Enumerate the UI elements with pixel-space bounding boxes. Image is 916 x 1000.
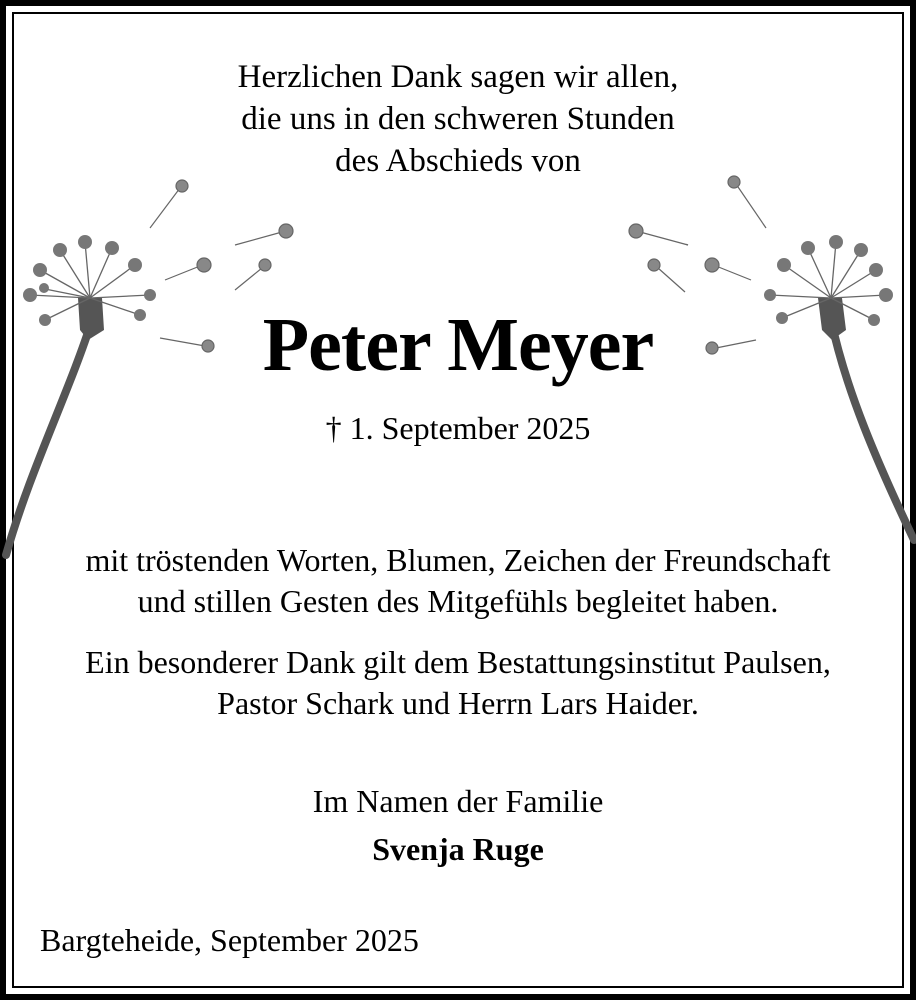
family-line: Im Namen der Familie	[312, 783, 604, 819]
deceased-name: Peter Meyer	[262, 303, 654, 387]
signer-name: Svenja Ruge	[372, 831, 544, 867]
intro-line-2: die uns in den schweren Stunden	[241, 101, 675, 137]
dandelion-seed-icon	[620, 210, 700, 300]
death-date: † 1. September 2025	[325, 410, 591, 446]
message-paragraph-1	[0, 540, 916, 622]
intro-line-1: Herzlichen Dank sagen wir allen,	[237, 59, 679, 95]
intro-text	[0, 56, 916, 182]
message-paragraph-2	[0, 642, 916, 724]
dandelion-seed-icon	[230, 210, 300, 300]
place-date: Bargteheide, September 2025	[40, 922, 419, 958]
message-line-4: Pastor Schark und Herrn Lars Haider.	[217, 685, 699, 721]
message-line-3: Ein besonderer Dank gilt dem Bestattungsinstitut Paulsen,	[85, 644, 831, 680]
intro-line-3: des Abschieds von	[335, 143, 581, 179]
message-line-1: mit tröstenden Worten, Blumen, Zeichen der Freundschaft	[85, 542, 831, 578]
message-line-2: und stillen Gesten des Mitgefühls begleitet haben.	[137, 583, 779, 619]
